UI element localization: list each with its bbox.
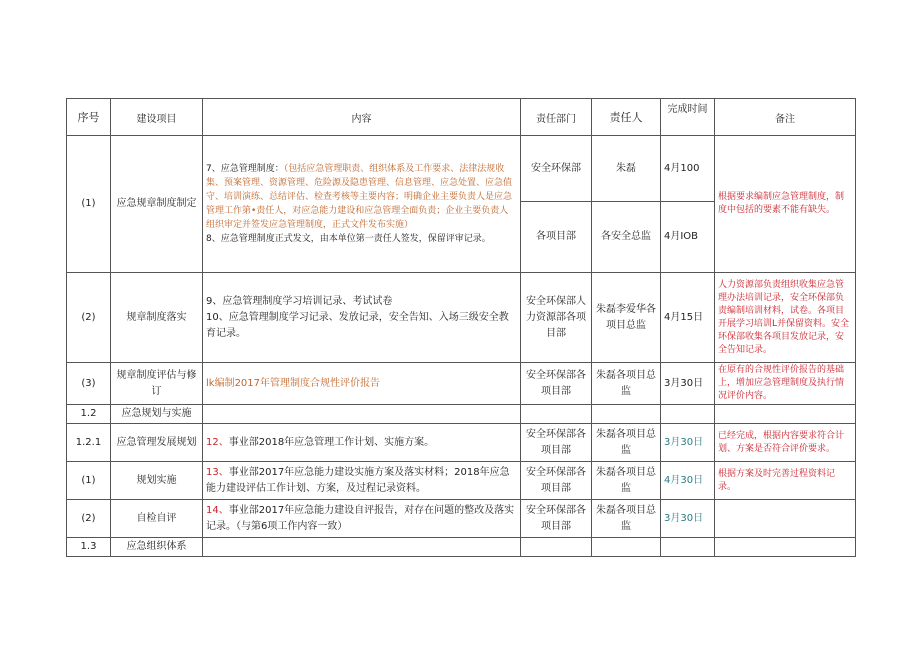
person-cell: 朱磊各项目总监 <box>592 424 661 462</box>
time-cell <box>661 405 715 424</box>
person-cell: 各安全总监 <box>592 202 661 273</box>
header-content: 内容 <box>203 99 521 136</box>
project-cell: 规章制度评估与修订 <box>111 363 203 405</box>
content-item-9: 9、应急管理制度学习培训记录、考试试卷 <box>206 295 393 307</box>
project-cell: 应急组织体系 <box>111 538 203 557</box>
dept-cell: 各项目部 <box>521 202 592 273</box>
content-cell <box>203 136 521 273</box>
seq-cell: (2) <box>67 500 111 538</box>
content-cell <box>203 500 521 538</box>
content-text: 事业部2018年应急管理工作计划、实施方案。 <box>228 436 435 448</box>
content-item-7-detail: （包括应急管理职责、组织体系及工作要求、法律法规收集、预案管理、资源管理、危险源及隐患管理、信息管理、应急处置、应急值守、培训演练、总结评估、检查考核等 <box>206 164 513 202</box>
table-row <box>67 424 856 462</box>
content-number: 13、 <box>206 466 229 478</box>
remark-cell <box>715 538 856 557</box>
table-row <box>67 538 856 557</box>
seq-cell: (2) <box>67 273 111 363</box>
table-row <box>67 405 856 424</box>
content-item-8: 8、应急管理制度正式发文，由本单位第一责任人签发，保留评审记录。 <box>206 234 491 244</box>
header-remark: 备注 <box>715 99 856 136</box>
plan-table <box>66 98 856 557</box>
content-number: 12、 <box>206 436 229 448</box>
remark-cell: 根据方案及时完善过程资料记录。 <box>715 462 856 500</box>
remark-cell <box>715 500 856 538</box>
project-cell: 自检自评 <box>111 500 203 538</box>
dept-cell: 安全环保部各项目部 <box>521 363 592 405</box>
content-text: 事业部2017年应急能力建设实施方案及落实材料；2018年应急能力建设评估工作计划、方案，及过程记录资料。 <box>206 466 510 494</box>
person-cell: 朱磊各项目总监 <box>592 500 661 538</box>
header-project: 建设项目 <box>111 99 203 136</box>
project-cell: 规章制度落实 <box>111 273 203 363</box>
time-cell: 4月IOB <box>661 202 715 273</box>
remark-cell <box>715 405 856 424</box>
time-cell <box>661 538 715 557</box>
dept-cell: 安全环保部各项目部 <box>521 500 592 538</box>
content-cell <box>203 405 521 424</box>
content-number: 14、 <box>206 504 229 516</box>
dept-cell: 安全环保部 <box>521 136 592 202</box>
table-row <box>67 273 856 363</box>
content-cell <box>203 538 521 557</box>
header-row <box>67 99 856 136</box>
content-cell <box>203 424 521 462</box>
project-cell: 应急规划与实施 <box>111 405 203 424</box>
person-cell: 朱磊各项目总监 <box>592 363 661 405</box>
table-row <box>67 363 856 405</box>
seq-cell: 1.2 <box>67 405 111 424</box>
time-cell: 3月30日 <box>661 424 715 462</box>
content-item-10: 10、应急管理制度学习记录、发放记录，安全告知、入场三级安全教育记录。 <box>206 311 509 339</box>
time-cell: 3月30日 <box>661 363 715 405</box>
header-person: 责任人 <box>592 99 661 136</box>
remark-cell: 已经完成，根据内容要求符合计划、方案是否符合评价要求。 <box>715 424 856 462</box>
person-cell <box>592 405 661 424</box>
remark-cell: 在原有的合规性评价报告的基础上，增加应急管理制度及执行情况评价内容。 <box>715 363 856 405</box>
dept-cell: 安全环保部人力资源部各项目部 <box>521 273 592 363</box>
time-cell: 4月30日 <box>661 462 715 500</box>
person-cell: 朱磊李爱华各项目总监 <box>592 273 661 363</box>
seq-cell: 1.2.1 <box>67 424 111 462</box>
seq-cell: (3) <box>67 363 111 405</box>
dept-cell: 安全环保部各项目部 <box>521 462 592 500</box>
seq-cell: (1) <box>67 462 111 500</box>
time-cell: 4月100 <box>661 136 715 202</box>
person-cell <box>592 538 661 557</box>
content-cell <box>203 273 521 363</box>
person-cell: 朱磊各项目总监 <box>592 462 661 500</box>
project-cell: 规划实施 <box>111 462 203 500</box>
content-item-7: 7、应急管理制度： <box>206 164 284 174</box>
seq-cell: (1) <box>67 136 111 273</box>
project-cell: 应急规章制度制定 <box>111 136 203 273</box>
content-text: 事业部2017年应急能力建设自评报告，对存在问题的整改及落实记录。（与第6项工作内容一致） <box>206 504 515 532</box>
dept-cell: 安全环保部各项目部 <box>521 424 592 462</box>
dept-cell <box>521 405 592 424</box>
header-dept: 责任部门 <box>521 99 592 136</box>
remark-cell: 根据要求编制应急管理制度，制度中包括的要素不能有缺失。 <box>715 136 856 273</box>
seq-cell: 1.3 <box>67 538 111 557</box>
time-cell: 4月15日 <box>661 273 715 363</box>
content-cell: lk编制2017年管理制度合规性评价报告 <box>203 363 521 405</box>
table-row <box>67 136 856 202</box>
header-time: 完成时间 <box>661 99 715 136</box>
person-cell: 朱磊 <box>592 136 661 202</box>
project-cell: 应急管理发展规划 <box>111 424 203 462</box>
content-cell <box>203 462 521 500</box>
table-row <box>67 500 856 538</box>
remark-cell: 人力资源部负责组织收集应急管理办法培训记录，安全环保部负责编制培训材料，试卷。各项目开展学习培训L并保留资料。安全环保部收集各项目发放记录，安全告知记录。 <box>715 273 856 363</box>
dept-cell <box>521 538 592 557</box>
content-item-7-main: 主要内容；明确企业主要负责人是应急管理工作第•责任人，对应急能力建设和应急管理全面负责；企业主要负责人组织审定并签发应急管理制度，正式文件发布实施） <box>206 192 513 230</box>
time-cell: 3月30日 <box>661 500 715 538</box>
header-seq: 序号 <box>67 99 111 136</box>
table-row <box>67 462 856 500</box>
